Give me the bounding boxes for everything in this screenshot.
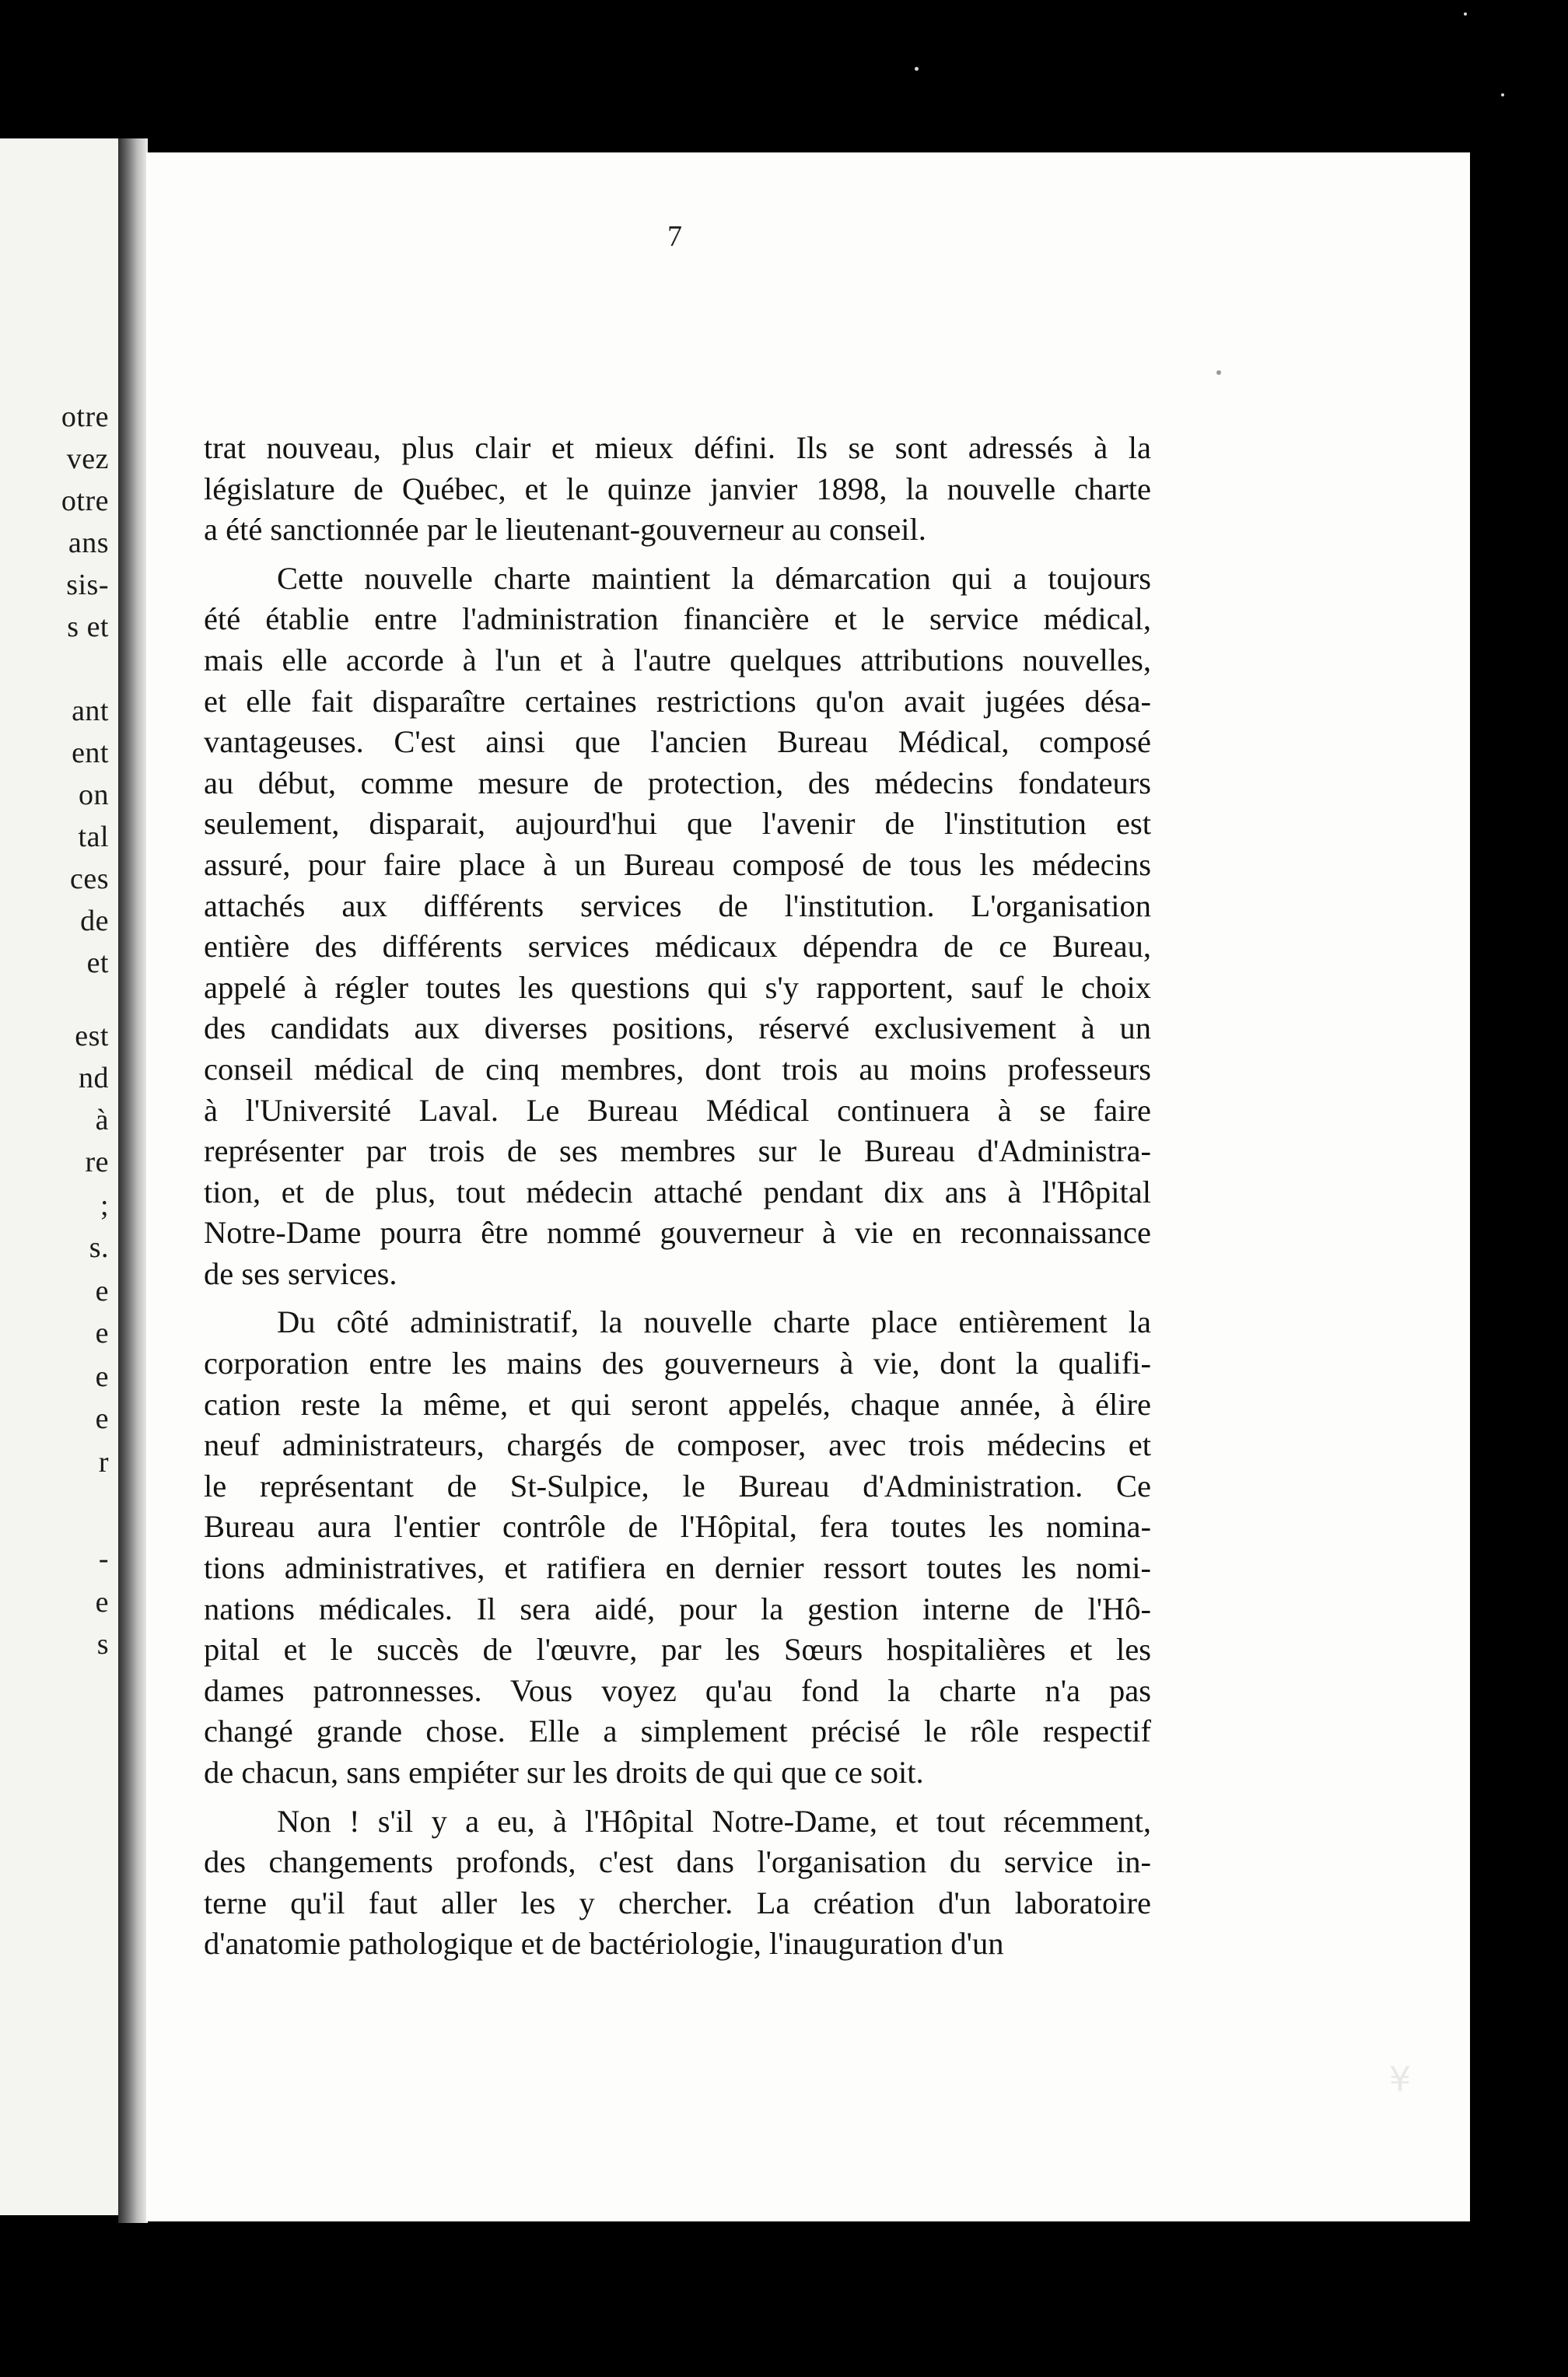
previous-page-line-fragment: s.	[89, 1231, 109, 1264]
paragraph-spacing	[204, 1794, 1151, 1801]
text-line: à l'Université Laval. Le Bureau Médical continuera à se faire	[204, 1092, 1151, 1128]
previous-page-line-fragment: est	[75, 1020, 109, 1052]
text-line: des candidats aux diverses positions, réservé exclusivement à un	[204, 1010, 1151, 1046]
previous-page-line-fragment: re	[85, 1146, 109, 1178]
scan-dust-speck	[1464, 12, 1467, 16]
previous-page-line-fragment: otre	[61, 485, 109, 517]
previous-page-line-fragment: à	[95, 1104, 109, 1136]
previous-page-line-fragment: nd	[79, 1062, 109, 1094]
text-line: Notre-Dame pourra être nommé gouverneur à vie en reconnaissance	[204, 1215, 1151, 1251]
previous-page-line-fragment: e	[95, 1586, 109, 1619]
previous-page-line-fragment: s	[96, 1628, 109, 1661]
text-line: changé grande chose. Elle a simplement précisé le rôle respectif	[204, 1714, 1151, 1749]
previous-page-line-fragment: e	[95, 1275, 109, 1308]
page-edge-mark: ¥	[1389, 2060, 1411, 2099]
text-line: appelé à régler toutes les questions qui s'y rapportent, sauf le choix	[204, 969, 1151, 1005]
previous-page-line-fragment: ent	[72, 737, 109, 769]
previous-page-line-fragment: -	[98, 1542, 109, 1575]
page-body-text	[204, 428, 1151, 1965]
text-line: dames patronnesses. Vous voyez qu'au fond la charte n'a pas	[204, 1672, 1151, 1708]
text-line: Du côté administratif, la nouvelle charte place entièrement la	[277, 1304, 1151, 1340]
paragraph-spacing	[204, 551, 1151, 558]
previous-page-line-fragment: r	[98, 1446, 109, 1479]
scan-dust-speck	[1501, 93, 1504, 96]
text-line: des changements profonds, c'est dans l'organisation du service in-	[204, 1844, 1151, 1880]
text-line: entière des différents services médicaux dépendra de ce Bureau,	[204, 929, 1151, 964]
previous-page-line-fragment: ces	[69, 863, 109, 895]
text-line: Bureau aura l'entier contrôle de l'Hôpital, fera toutes les nomina-	[204, 1509, 1151, 1545]
text-line: tion, et de plus, tout médecin attaché pendant dix ans à l'Hôpital	[204, 1174, 1151, 1210]
text-line: assuré, pour faire place à un Bureau composé de tous les médecins	[204, 846, 1151, 882]
text-line: été établie entre l'administration financière et le service médical,	[204, 601, 1151, 637]
previous-page-line-fragment: tal	[78, 821, 109, 853]
previous-page-line-fragment: de	[80, 905, 109, 937]
text-line: et elle fait disparaître certaines restrictions qu'on avait jugées désa-	[204, 683, 1151, 719]
previous-page-line-fragment: sis-	[66, 569, 109, 601]
text-line: seulement, disparait, aujourd'hui que l'avenir de l'institution est	[204, 806, 1151, 842]
text-line: mais elle accorde à l'un et à l'autre quelques attributions nouvelles,	[204, 642, 1151, 677]
previous-page-line-fragment: ;	[100, 1189, 109, 1222]
text-line: Cette nouvelle charte maintient la démarcation qui a toujours	[277, 560, 1151, 596]
text-line: a été sanctionnée par le lieutenant-gouverneur au conseil.	[204, 512, 926, 548]
text-line: pital et le succès de l'œuvre, par les Sœurs hospitalières et les	[204, 1632, 1151, 1668]
previous-page-line-fragment: e	[95, 1317, 109, 1350]
text-line: cation reste la même, et qui seront appelés, chaque année, à élire	[204, 1386, 1151, 1422]
previous-page-line-fragment: ant	[72, 695, 109, 727]
previous-page-line-fragment: e	[95, 1360, 109, 1393]
text-line: législature de Québec, et le quinze janvier 1898, la nouvelle charte	[204, 471, 1151, 506]
text-line: le représentant de St-Sulpice, le Bureau d'Administration. Ce	[204, 1468, 1151, 1504]
text-line: attachés aux différents services de l'institution. L'organisation	[204, 887, 1151, 923]
previous-page-line-fragment: vez	[66, 443, 109, 475]
previous-page-line-fragment: e	[95, 1402, 109, 1435]
text-line: représenter par trois de ses membres sur le Bureau d'Administra-	[204, 1133, 1151, 1169]
text-line: vantageuses. C'est ainsi que l'ancien Bureau Médical, composé	[204, 724, 1151, 760]
text-line: terne qu'il faut aller les y chercher. La création d'un laboratoire	[204, 1885, 1151, 1920]
text-line: conseil médical de cinq membres, dont trois au moins professeurs	[204, 1051, 1151, 1087]
page-number: 7	[667, 220, 682, 253]
text-line: au début, comme mesure de protection, des médecins fondateurs	[204, 765, 1151, 800]
previous-page-line-fragment: s et	[67, 611, 109, 643]
previous-page-line-fragment: on	[79, 779, 109, 811]
text-line: nations médicales. Il sera aidé, pour la gestion interne de l'Hô-	[204, 1591, 1151, 1626]
text-line: Non ! s'il y a eu, à l'Hôpital Notre-Dame, et tout récemment,	[277, 1803, 1151, 1839]
book-gutter-shadow	[118, 138, 148, 2223]
text-line: tions administratives, et ratifiera en dernier ressort toutes les nomi-	[204, 1550, 1151, 1586]
previous-page-line-fragment: otre	[61, 401, 109, 433]
previous-page-fragment	[0, 138, 118, 2215]
previous-page-line-fragment: et	[86, 947, 109, 979]
previous-page-line-fragment: ans	[68, 527, 109, 559]
text-line: de chacun, sans empiéter sur les droits de qui que ce soit.	[204, 1755, 924, 1790]
paragraph-spacing	[204, 1294, 1151, 1302]
text-line: corporation entre les mains des gouverneurs à vie, dont la qualifi-	[204, 1346, 1151, 1381]
scan-dust-speck	[1216, 370, 1221, 375]
text-line: trat nouveau, plus clair et mieux défini. Ils se sont adressés à la	[204, 430, 1151, 465]
text-line: neuf administrateurs, chargés de composer, avec trois médecins et	[204, 1427, 1151, 1463]
scan-dust-speck	[915, 67, 919, 71]
text-line: de ses services.	[204, 1255, 397, 1291]
text-line: d'anatomie pathologique et de bactériologie, l'inauguration d'un	[204, 1926, 1004, 1962]
